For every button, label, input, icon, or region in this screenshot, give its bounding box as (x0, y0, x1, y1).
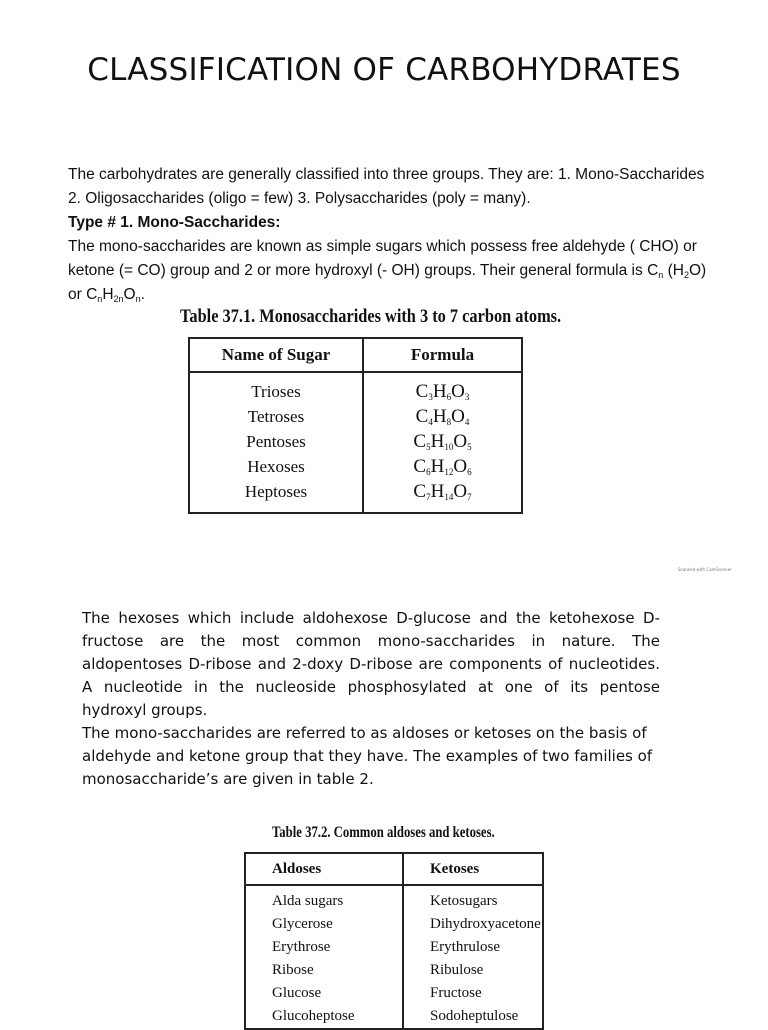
sugar-name-cell: Pentoses (189, 429, 363, 454)
sugar-name-cell: Hexoses (189, 454, 363, 479)
table-row (245, 936, 543, 959)
aldose-cell: Erythrose (245, 936, 403, 959)
formula-cell: $C_3H_6O_3$ (415, 380, 470, 402)
formula-cell: $C_4H_8O_4$ (415, 405, 470, 427)
table-row (189, 429, 522, 454)
aldose-cell: Glucoheptose (245, 1005, 403, 1029)
hexoses-paragraph: The hexoses which include aldohexose D-glucose and the ketohexose D-fructose are the most common mono-saccharides in nature. The aldopentoses D-ribose and 2-doxy D-ribose are components of nucleotides. A nucleotide in the nucleoside phosphosylated at one of its pentose hydroxyl groups. (82, 609, 660, 719)
table-row (245, 885, 543, 913)
formula-cell: $C_5H_{10}O_5$ (413, 430, 472, 452)
table-row (189, 454, 522, 479)
monosaccharides-table (188, 337, 523, 514)
intro-paragraph: The carbohydrates are generally classified into three groups. They are: 1. Mono-Saccharides 2. Oligosaccharides (oligo = few) 3. Polysaccharides (poly = many). (68, 166, 705, 207)
intro-section (68, 163, 708, 307)
type-heading: Type # 1. Mono-Saccharides: (68, 214, 281, 231)
table-row (245, 959, 543, 982)
table1-header-name: Name of Sugar (189, 338, 363, 372)
aldose-cell: Alda sugars (245, 885, 403, 913)
table-row (189, 479, 522, 513)
scanner-watermark: Scanned with CamScanner (678, 567, 732, 572)
ketose-cell: Erythrulose (430, 939, 500, 955)
aldose-cell: Glucose (245, 982, 403, 1005)
ketose-cell: Fructose (430, 985, 482, 1001)
table-row (245, 913, 543, 936)
sugar-name-cell: Tetroses (189, 404, 363, 429)
mono-paragraph (68, 235, 708, 307)
general-formula-2: $C_nH_{2n}O_n$. (86, 286, 145, 304)
table2-caption: Table 37.2. Common aldoses and ketoses. (272, 824, 495, 841)
aldoses-paragraph: The mono-saccharides are referred to as aldoses or ketoses on the basis of aldehyde and ketone group that they have. The examples of two families of monosaccharide’s are given in table 2. (82, 724, 653, 788)
body-text-section (82, 607, 660, 791)
page-title: CLASSIFICATION OF CARBOHYDRATES (87, 52, 681, 88)
ketose-cell: Ketosugars (430, 893, 498, 909)
ketose-cell: Ribulose (430, 962, 484, 978)
ketose-cell: Sodoheptulose (430, 1008, 519, 1024)
mono-paragraph-text: The mono-saccharides are known as simple sugars which possess free aldehyde ( CHO) or ketone (= CO) group and 2 or more hydroxyl (- OH) groups. Their general formula is (68, 238, 697, 279)
aldose-cell: Glycerose (245, 913, 403, 936)
table-row (189, 404, 522, 429)
aldoses-ketoses-table (244, 852, 544, 1030)
general-formula-1: $C_n$ $(H_2O)$ or (68, 262, 707, 303)
formula-cell: $C_7H_{14}O_7$ (413, 480, 472, 502)
aldose-cell: Ribose (245, 959, 403, 982)
table1-header-formula: Formula (363, 338, 522, 372)
sugar-name-cell: Heptoses (189, 479, 363, 513)
table2-header-ketoses: Ketoses (403, 853, 543, 885)
formula-cell: $C_6H_{12}O_6$ (413, 455, 472, 477)
sugar-name-cell: Trioses (189, 372, 363, 404)
table2-header-aldoses: Aldoses (245, 853, 403, 885)
table1-caption: Table 37.1. Monosaccharides with 3 to 7 carbon atoms. (180, 306, 562, 327)
ketose-cell: Dihydroxyacetone (430, 916, 541, 932)
table-row (245, 1005, 543, 1029)
table-row (189, 372, 522, 404)
table-row (245, 982, 543, 1005)
